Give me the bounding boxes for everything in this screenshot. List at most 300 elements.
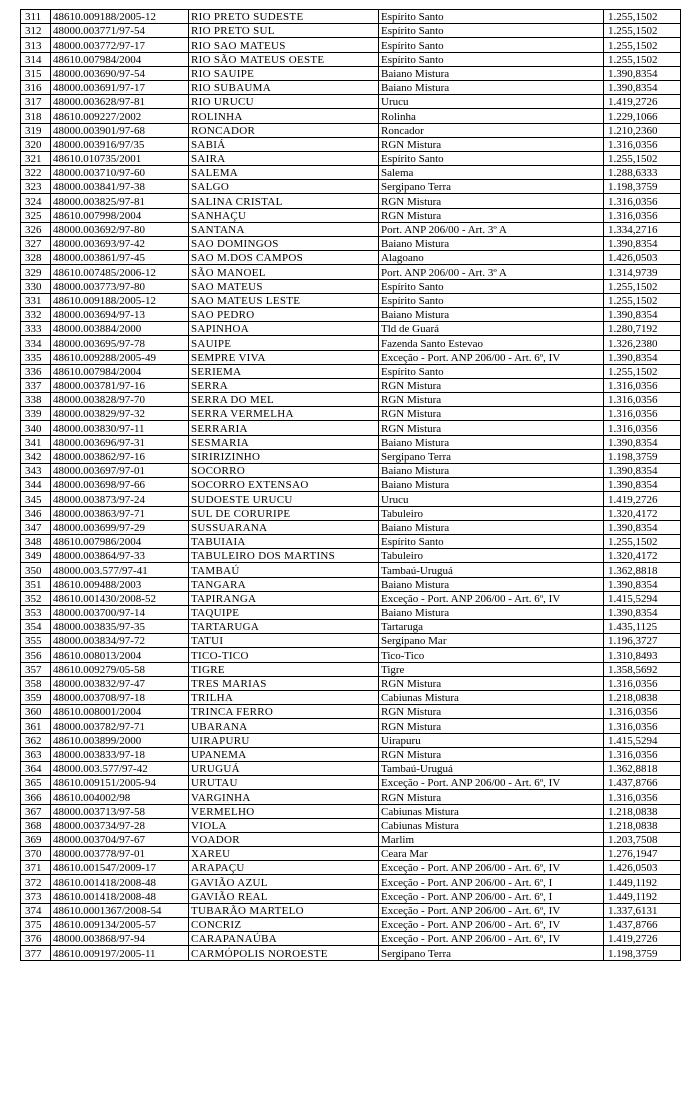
- table-row: [21, 478, 681, 492]
- row-number-cell: 317: [21, 95, 51, 109]
- reference-oil-cell: Espírito Santo: [379, 279, 604, 293]
- process-number-cell: 48000.003830/97-11: [51, 421, 189, 435]
- reference-price-cell: 1.276,1947: [604, 847, 681, 861]
- row-number-cell: 314: [21, 52, 51, 66]
- field-name-cell: RIO SAUIPE: [189, 66, 379, 80]
- reference-price-cell: 1.255,1502: [604, 52, 681, 66]
- table-row: [21, 378, 681, 392]
- field-name-cell: SERRA DO MEL: [189, 393, 379, 407]
- field-name-cell: SABIÁ: [189, 137, 379, 151]
- process-number-cell: 48610.008001/2004: [51, 705, 189, 719]
- row-number-cell: 375: [21, 918, 51, 932]
- reference-oil-cell: RGN Mistura: [379, 407, 604, 421]
- reference-oil-cell: Tabuleiro: [379, 549, 604, 563]
- reference-oil-cell: Exceção - Port. ANP 206/00 - Art. 6º, I: [379, 889, 604, 903]
- table-row: [21, 591, 681, 605]
- reference-price-cell: 1.337,6131: [604, 903, 681, 917]
- row-number-cell: 353: [21, 605, 51, 619]
- process-number-cell: 48000.003704/97-67: [51, 832, 189, 846]
- reference-price-cell: 1.280,7192: [604, 322, 681, 336]
- row-number-cell: 336: [21, 364, 51, 378]
- field-name-cell: SALEMA: [189, 166, 379, 180]
- reference-oil-cell: Baiano Mistura: [379, 464, 604, 478]
- reference-oil-cell: Baiano Mistura: [379, 605, 604, 619]
- field-name-cell: SERRA: [189, 378, 379, 392]
- table-row: [21, 293, 681, 307]
- reference-price-cell: 1.419,2726: [604, 932, 681, 946]
- table-row: [21, 918, 681, 932]
- reference-price-cell: 1.449,1192: [604, 889, 681, 903]
- row-number-cell: 362: [21, 733, 51, 747]
- field-name-cell: TAMBAÚ: [189, 563, 379, 577]
- table-row: [21, 506, 681, 520]
- reference-price-cell: 1.390,8354: [604, 350, 681, 364]
- reference-oil-cell: Alagoano: [379, 251, 604, 265]
- row-number-cell: 329: [21, 265, 51, 279]
- process-number-cell: 48610.009134/2005-57: [51, 918, 189, 932]
- table-row: [21, 747, 681, 761]
- process-number-cell: 48000.003695/97-78: [51, 336, 189, 350]
- field-name-cell: RIO SÃO MATEUS OESTE: [189, 52, 379, 66]
- row-number-cell: 341: [21, 435, 51, 449]
- document-page: [20, 9, 680, 961]
- field-name-cell: SERIEMA: [189, 364, 379, 378]
- reference-price-cell: 1.255,1502: [604, 38, 681, 52]
- table-row: [21, 336, 681, 350]
- reference-price-cell: 1.362,8818: [604, 761, 681, 775]
- table-row: [21, 421, 681, 435]
- table-row: [21, 733, 681, 747]
- table-row: [21, 719, 681, 733]
- field-name-cell: SOCORRO EXTENSAO: [189, 478, 379, 492]
- process-number-cell: 48000.003834/97-72: [51, 634, 189, 648]
- process-number-cell: 48000.003693/97-42: [51, 237, 189, 251]
- reference-oil-cell: Tigre: [379, 662, 604, 676]
- process-number-cell: 48610.009288/2005-49: [51, 350, 189, 364]
- process-number-cell: 48610.009188/2005-12: [51, 293, 189, 307]
- process-number-cell: 48000.003901/97-68: [51, 123, 189, 137]
- field-name-cell: SUSSUARANA: [189, 520, 379, 534]
- row-number-cell: 347: [21, 520, 51, 534]
- field-name-cell: VIOLA: [189, 818, 379, 832]
- reference-oil-cell: Sergipano Mar: [379, 634, 604, 648]
- reference-oil-cell: Sergipano Terra: [379, 449, 604, 463]
- row-number-cell: 315: [21, 66, 51, 80]
- row-number-cell: 348: [21, 534, 51, 548]
- row-number-cell: 351: [21, 577, 51, 591]
- reference-price-cell: 1.419,2726: [604, 492, 681, 506]
- table-row: [21, 166, 681, 180]
- field-name-cell: CONCRIZ: [189, 918, 379, 932]
- reference-oil-cell: Ceara Mar: [379, 847, 604, 861]
- reference-oil-cell: Espírito Santo: [379, 52, 604, 66]
- process-number-cell: 48000.003734/97-28: [51, 818, 189, 832]
- field-name-cell: TRILHA: [189, 691, 379, 705]
- fields-table-body: [21, 10, 681, 961]
- process-number-cell: 48610.009227/2002: [51, 109, 189, 123]
- reference-price-cell: 1.203,7508: [604, 832, 681, 846]
- row-number-cell: 334: [21, 336, 51, 350]
- row-number-cell: 339: [21, 407, 51, 421]
- row-number-cell: 356: [21, 648, 51, 662]
- table-row: [21, 875, 681, 889]
- field-name-cell: RIO PRETO SUDESTE: [189, 10, 379, 24]
- row-number-cell: 349: [21, 549, 51, 563]
- reference-price-cell: 1.198,3759: [604, 946, 681, 960]
- reference-price-cell: 1.316,0356: [604, 137, 681, 151]
- reference-oil-cell: Baiano Mistura: [379, 66, 604, 80]
- reference-price-cell: 1.390,8354: [604, 577, 681, 591]
- reference-oil-cell: Exceção - Port. ANP 206/00 - Art. 6º, I: [379, 875, 604, 889]
- table-row: [21, 932, 681, 946]
- reference-price-cell: 1.390,8354: [604, 435, 681, 449]
- row-number-cell: 377: [21, 946, 51, 960]
- row-number-cell: 370: [21, 847, 51, 861]
- table-row: [21, 804, 681, 818]
- table-row: [21, 95, 681, 109]
- field-name-cell: SERRA VERMELHA: [189, 407, 379, 421]
- row-number-cell: 340: [21, 421, 51, 435]
- reference-oil-cell: Baiano Mistura: [379, 577, 604, 591]
- reference-oil-cell: Espírito Santo: [379, 10, 604, 24]
- row-number-cell: 320: [21, 137, 51, 151]
- table-row: [21, 676, 681, 690]
- process-number-cell: 48610.007984/2004: [51, 52, 189, 66]
- reference-price-cell: 1.316,0356: [604, 790, 681, 804]
- field-name-cell: SAO PEDRO: [189, 307, 379, 321]
- table-row: [21, 946, 681, 960]
- table-row: [21, 662, 681, 676]
- row-number-cell: 372: [21, 875, 51, 889]
- process-number-cell: 48000.003861/97-45: [51, 251, 189, 265]
- reference-price-cell: 1.390,8354: [604, 464, 681, 478]
- table-row: [21, 222, 681, 236]
- row-number-cell: 368: [21, 818, 51, 832]
- process-number-cell: 48000.003.577/97-42: [51, 761, 189, 775]
- process-number-cell: 48000.003778/97-01: [51, 847, 189, 861]
- reference-oil-cell: RGN Mistura: [379, 378, 604, 392]
- table-row: [21, 889, 681, 903]
- row-number-cell: 337: [21, 378, 51, 392]
- process-number-cell: 48000.003825/97-81: [51, 194, 189, 208]
- table-row: [21, 350, 681, 364]
- field-name-cell: SIRIRIZINHO: [189, 449, 379, 463]
- table-row: [21, 847, 681, 861]
- reference-price-cell: 1.390,8354: [604, 605, 681, 619]
- reference-oil-cell: Tabuleiro: [379, 506, 604, 520]
- table-row: [21, 691, 681, 705]
- field-name-cell: SAIRA: [189, 151, 379, 165]
- row-number-cell: 335: [21, 350, 51, 364]
- field-name-cell: TABULEIRO DOS MARTINS: [189, 549, 379, 563]
- process-number-cell: 48000.003835/97-35: [51, 620, 189, 634]
- reference-price-cell: 1.415,5294: [604, 591, 681, 605]
- process-number-cell: 48000.003690/97-54: [51, 66, 189, 80]
- reference-oil-cell: Baiano Mistura: [379, 307, 604, 321]
- process-number-cell: 48610.009151/2005-94: [51, 776, 189, 790]
- table-row: [21, 10, 681, 24]
- reference-oil-cell: Sergipano Terra: [379, 946, 604, 960]
- field-name-cell: SAUIPE: [189, 336, 379, 350]
- reference-price-cell: 1.198,3759: [604, 449, 681, 463]
- reference-price-cell: 1.390,8354: [604, 80, 681, 94]
- reference-price-cell: 1.326,2380: [604, 336, 681, 350]
- process-number-cell: 48000.003697/97-01: [51, 464, 189, 478]
- process-number-cell: 48610.001418/2008-48: [51, 889, 189, 903]
- row-number-cell: 321: [21, 151, 51, 165]
- reference-price-cell: 1.362,8818: [604, 563, 681, 577]
- row-number-cell: 345: [21, 492, 51, 506]
- reference-oil-cell: Espírito Santo: [379, 293, 604, 307]
- table-row: [21, 549, 681, 563]
- reference-oil-cell: Cabiunas Mistura: [379, 818, 604, 832]
- reference-price-cell: 1.390,8354: [604, 307, 681, 321]
- reference-price-cell: 1.198,3759: [604, 180, 681, 194]
- table-row: [21, 279, 681, 293]
- table-row: [21, 761, 681, 775]
- row-number-cell: 327: [21, 237, 51, 251]
- reference-oil-cell: Baiano Mistura: [379, 80, 604, 94]
- process-number-cell: 48000.003884/2000: [51, 322, 189, 336]
- reference-price-cell: 1.426,0503: [604, 251, 681, 265]
- row-number-cell: 344: [21, 478, 51, 492]
- reference-price-cell: 1.229,1066: [604, 109, 681, 123]
- field-name-cell: SAO DOMINGOS: [189, 237, 379, 251]
- row-number-cell: 355: [21, 634, 51, 648]
- row-number-cell: 363: [21, 747, 51, 761]
- row-number-cell: 333: [21, 322, 51, 336]
- reference-price-cell: 1.255,1502: [604, 279, 681, 293]
- reference-oil-cell: Baiano Mistura: [379, 237, 604, 251]
- reference-oil-cell: Espírito Santo: [379, 24, 604, 38]
- table-row: [21, 208, 681, 222]
- field-name-cell: XAREU: [189, 847, 379, 861]
- table-row: [21, 151, 681, 165]
- table-row: [21, 634, 681, 648]
- field-name-cell: SAO M.DOS CAMPOS: [189, 251, 379, 265]
- row-number-cell: 354: [21, 620, 51, 634]
- table-row: [21, 648, 681, 662]
- process-number-cell: 48000.003862/97-16: [51, 449, 189, 463]
- reference-price-cell: 1.255,1502: [604, 364, 681, 378]
- reference-price-cell: 1.218,0838: [604, 818, 681, 832]
- process-number-cell: 48000.003873/97-24: [51, 492, 189, 506]
- field-name-cell: TICO-TICO: [189, 648, 379, 662]
- process-number-cell: 48000.003708/97-18: [51, 691, 189, 705]
- process-number-cell: 48610.001430/2008-52: [51, 591, 189, 605]
- reference-price-cell: 1.320,4172: [604, 549, 681, 563]
- table-row: [21, 194, 681, 208]
- reference-price-cell: 1.316,0356: [604, 378, 681, 392]
- reference-oil-cell: RGN Mistura: [379, 137, 604, 151]
- field-name-cell: SALGO: [189, 180, 379, 194]
- table-row: [21, 776, 681, 790]
- reference-price-cell: 1.316,0356: [604, 747, 681, 761]
- reference-oil-cell: Urucu: [379, 95, 604, 109]
- field-name-cell: URUTAU: [189, 776, 379, 790]
- reference-price-cell: 1.334,2716: [604, 222, 681, 236]
- row-number-cell: 343: [21, 464, 51, 478]
- reference-oil-cell: Fazenda Santo Estevao: [379, 336, 604, 350]
- row-number-cell: 365: [21, 776, 51, 790]
- table-row: [21, 137, 681, 151]
- process-number-cell: 48000.003.577/97-41: [51, 563, 189, 577]
- reference-oil-cell: Port. ANP 206/00 - Art. 3º A: [379, 222, 604, 236]
- reference-price-cell: 1.316,0356: [604, 407, 681, 421]
- row-number-cell: 374: [21, 903, 51, 917]
- field-name-cell: UIRAPURU: [189, 733, 379, 747]
- field-name-cell: GAVIÃO AZUL: [189, 875, 379, 889]
- row-number-cell: 342: [21, 449, 51, 463]
- reference-price-cell: 1.255,1502: [604, 10, 681, 24]
- row-number-cell: 318: [21, 109, 51, 123]
- reference-price-cell: 1.390,8354: [604, 66, 681, 80]
- table-row: [21, 109, 681, 123]
- process-number-cell: 48610.001547/2009-17: [51, 861, 189, 875]
- reference-price-cell: 1.426,0503: [604, 861, 681, 875]
- field-name-cell: SALINA CRISTAL: [189, 194, 379, 208]
- field-name-cell: SUL DE CORURIPE: [189, 506, 379, 520]
- process-number-cell: 48610.007998/2004: [51, 208, 189, 222]
- process-number-cell: 48000.003692/97-80: [51, 222, 189, 236]
- table-row: [21, 364, 681, 378]
- reference-oil-cell: Espírito Santo: [379, 151, 604, 165]
- row-number-cell: 332: [21, 307, 51, 321]
- reference-oil-cell: Exceção - Port. ANP 206/00 - Art. 6º, IV: [379, 918, 604, 932]
- reference-price-cell: 1.255,1502: [604, 24, 681, 38]
- reference-price-cell: 1.358,5692: [604, 662, 681, 676]
- reference-oil-cell: Exceção - Port. ANP 206/00 - Art. 6º, IV: [379, 350, 604, 364]
- table-row: [21, 251, 681, 265]
- reference-price-cell: 1.316,0356: [604, 676, 681, 690]
- table-row: [21, 393, 681, 407]
- reference-price-cell: 1.310,8493: [604, 648, 681, 662]
- field-name-cell: VARGINHA: [189, 790, 379, 804]
- reference-price-cell: 1.316,0356: [604, 421, 681, 435]
- row-number-cell: 361: [21, 719, 51, 733]
- field-name-cell: TAQUIPE: [189, 605, 379, 619]
- reference-price-cell: 1.390,8354: [604, 520, 681, 534]
- reference-price-cell: 1.218,0838: [604, 804, 681, 818]
- field-name-cell: ROLINHA: [189, 109, 379, 123]
- reference-oil-cell: Marlim: [379, 832, 604, 846]
- field-name-cell: SÃO MANOEL: [189, 265, 379, 279]
- field-name-cell: GAVIÃO REAL: [189, 889, 379, 903]
- reference-oil-cell: Salema: [379, 166, 604, 180]
- reference-price-cell: 1.437,8766: [604, 776, 681, 790]
- field-name-cell: RIO SAO MATEUS: [189, 38, 379, 52]
- process-number-cell: 48000.003916/97/35: [51, 137, 189, 151]
- process-number-cell: 48610.001418/2008-48: [51, 875, 189, 889]
- table-row: [21, 66, 681, 80]
- field-name-cell: UPANEMA: [189, 747, 379, 761]
- process-number-cell: 48000.003833/97-18: [51, 747, 189, 761]
- field-name-cell: CARAPANAÚBA: [189, 932, 379, 946]
- reference-oil-cell: Uirapuru: [379, 733, 604, 747]
- field-name-cell: RONCADOR: [189, 123, 379, 137]
- field-name-cell: ARAPAÇU: [189, 861, 379, 875]
- field-name-cell: CARMÓPOLIS NOROESTE: [189, 946, 379, 960]
- fields-table: [20, 9, 681, 961]
- process-number-cell: 48610.004002/98: [51, 790, 189, 804]
- table-row: [21, 605, 681, 619]
- row-number-cell: 366: [21, 790, 51, 804]
- table-row: [21, 563, 681, 577]
- field-name-cell: SAO MATEUS: [189, 279, 379, 293]
- table-row: [21, 492, 681, 506]
- table-row: [21, 577, 681, 591]
- field-name-cell: SESMARIA: [189, 435, 379, 449]
- field-name-cell: RIO URUCU: [189, 95, 379, 109]
- reference-price-cell: 1.196,3727: [604, 634, 681, 648]
- field-name-cell: TARTARUGA: [189, 620, 379, 634]
- table-row: [21, 534, 681, 548]
- field-name-cell: TRINCA FERRO: [189, 705, 379, 719]
- reference-oil-cell: Tambaú-Uruguá: [379, 761, 604, 775]
- reference-oil-cell: RGN Mistura: [379, 719, 604, 733]
- reference-price-cell: 1.316,0356: [604, 719, 681, 733]
- row-number-cell: 359: [21, 691, 51, 705]
- process-number-cell: 48000.003864/97-33: [51, 549, 189, 563]
- field-name-cell: RIO SUBAUMA: [189, 80, 379, 94]
- field-name-cell: SUDOESTE URUCU: [189, 492, 379, 506]
- reference-price-cell: 1.255,1502: [604, 151, 681, 165]
- table-row: [21, 52, 681, 66]
- process-number-cell: 48610.009488/2003: [51, 577, 189, 591]
- reference-oil-cell: Baiano Mistura: [379, 478, 604, 492]
- table-row: [21, 464, 681, 478]
- row-number-cell: 316: [21, 80, 51, 94]
- process-number-cell: 48610.008013/2004: [51, 648, 189, 662]
- row-number-cell: 358: [21, 676, 51, 690]
- field-name-cell: TANGARA: [189, 577, 379, 591]
- reference-oil-cell: Roncador: [379, 123, 604, 137]
- reference-oil-cell: Tico-Tico: [379, 648, 604, 662]
- reference-oil-cell: Exceção - Port. ANP 206/00 - Art. 6º, IV: [379, 861, 604, 875]
- process-number-cell: 48000.003694/97-13: [51, 307, 189, 321]
- field-name-cell: TUBARÃO MARTELO: [189, 903, 379, 917]
- row-number-cell: 330: [21, 279, 51, 293]
- table-row: [21, 237, 681, 251]
- field-name-cell: SANHAÇU: [189, 208, 379, 222]
- table-row: [21, 307, 681, 321]
- field-name-cell: SANTANA: [189, 222, 379, 236]
- process-number-cell: 48000.003773/97-80: [51, 279, 189, 293]
- table-row: [21, 861, 681, 875]
- reference-price-cell: 1.255,1502: [604, 293, 681, 307]
- row-number-cell: 369: [21, 832, 51, 846]
- process-number-cell: 48610.003899/2000: [51, 733, 189, 747]
- field-name-cell: URUGUÁ: [189, 761, 379, 775]
- table-row: [21, 265, 681, 279]
- table-row: [21, 790, 681, 804]
- reference-price-cell: 1.316,0356: [604, 393, 681, 407]
- table-row: [21, 520, 681, 534]
- table-row: [21, 180, 681, 194]
- reference-price-cell: 1.437,8766: [604, 918, 681, 932]
- field-name-cell: SEMPRE VIVA: [189, 350, 379, 364]
- row-number-cell: 313: [21, 38, 51, 52]
- reference-oil-cell: Baiano Mistura: [379, 435, 604, 449]
- table-row: [21, 123, 681, 137]
- process-number-cell: 48000.003868/97-94: [51, 932, 189, 946]
- reference-price-cell: 1.210,2360: [604, 123, 681, 137]
- process-number-cell: 48610.009197/2005-11: [51, 946, 189, 960]
- reference-oil-cell: Exceção - Port. ANP 206/00 - Art. 6º, IV: [379, 932, 604, 946]
- process-number-cell: 48610.007485/2006-12: [51, 265, 189, 279]
- process-number-cell: 48610.009279/05-58: [51, 662, 189, 676]
- field-name-cell: TAPIRANGA: [189, 591, 379, 605]
